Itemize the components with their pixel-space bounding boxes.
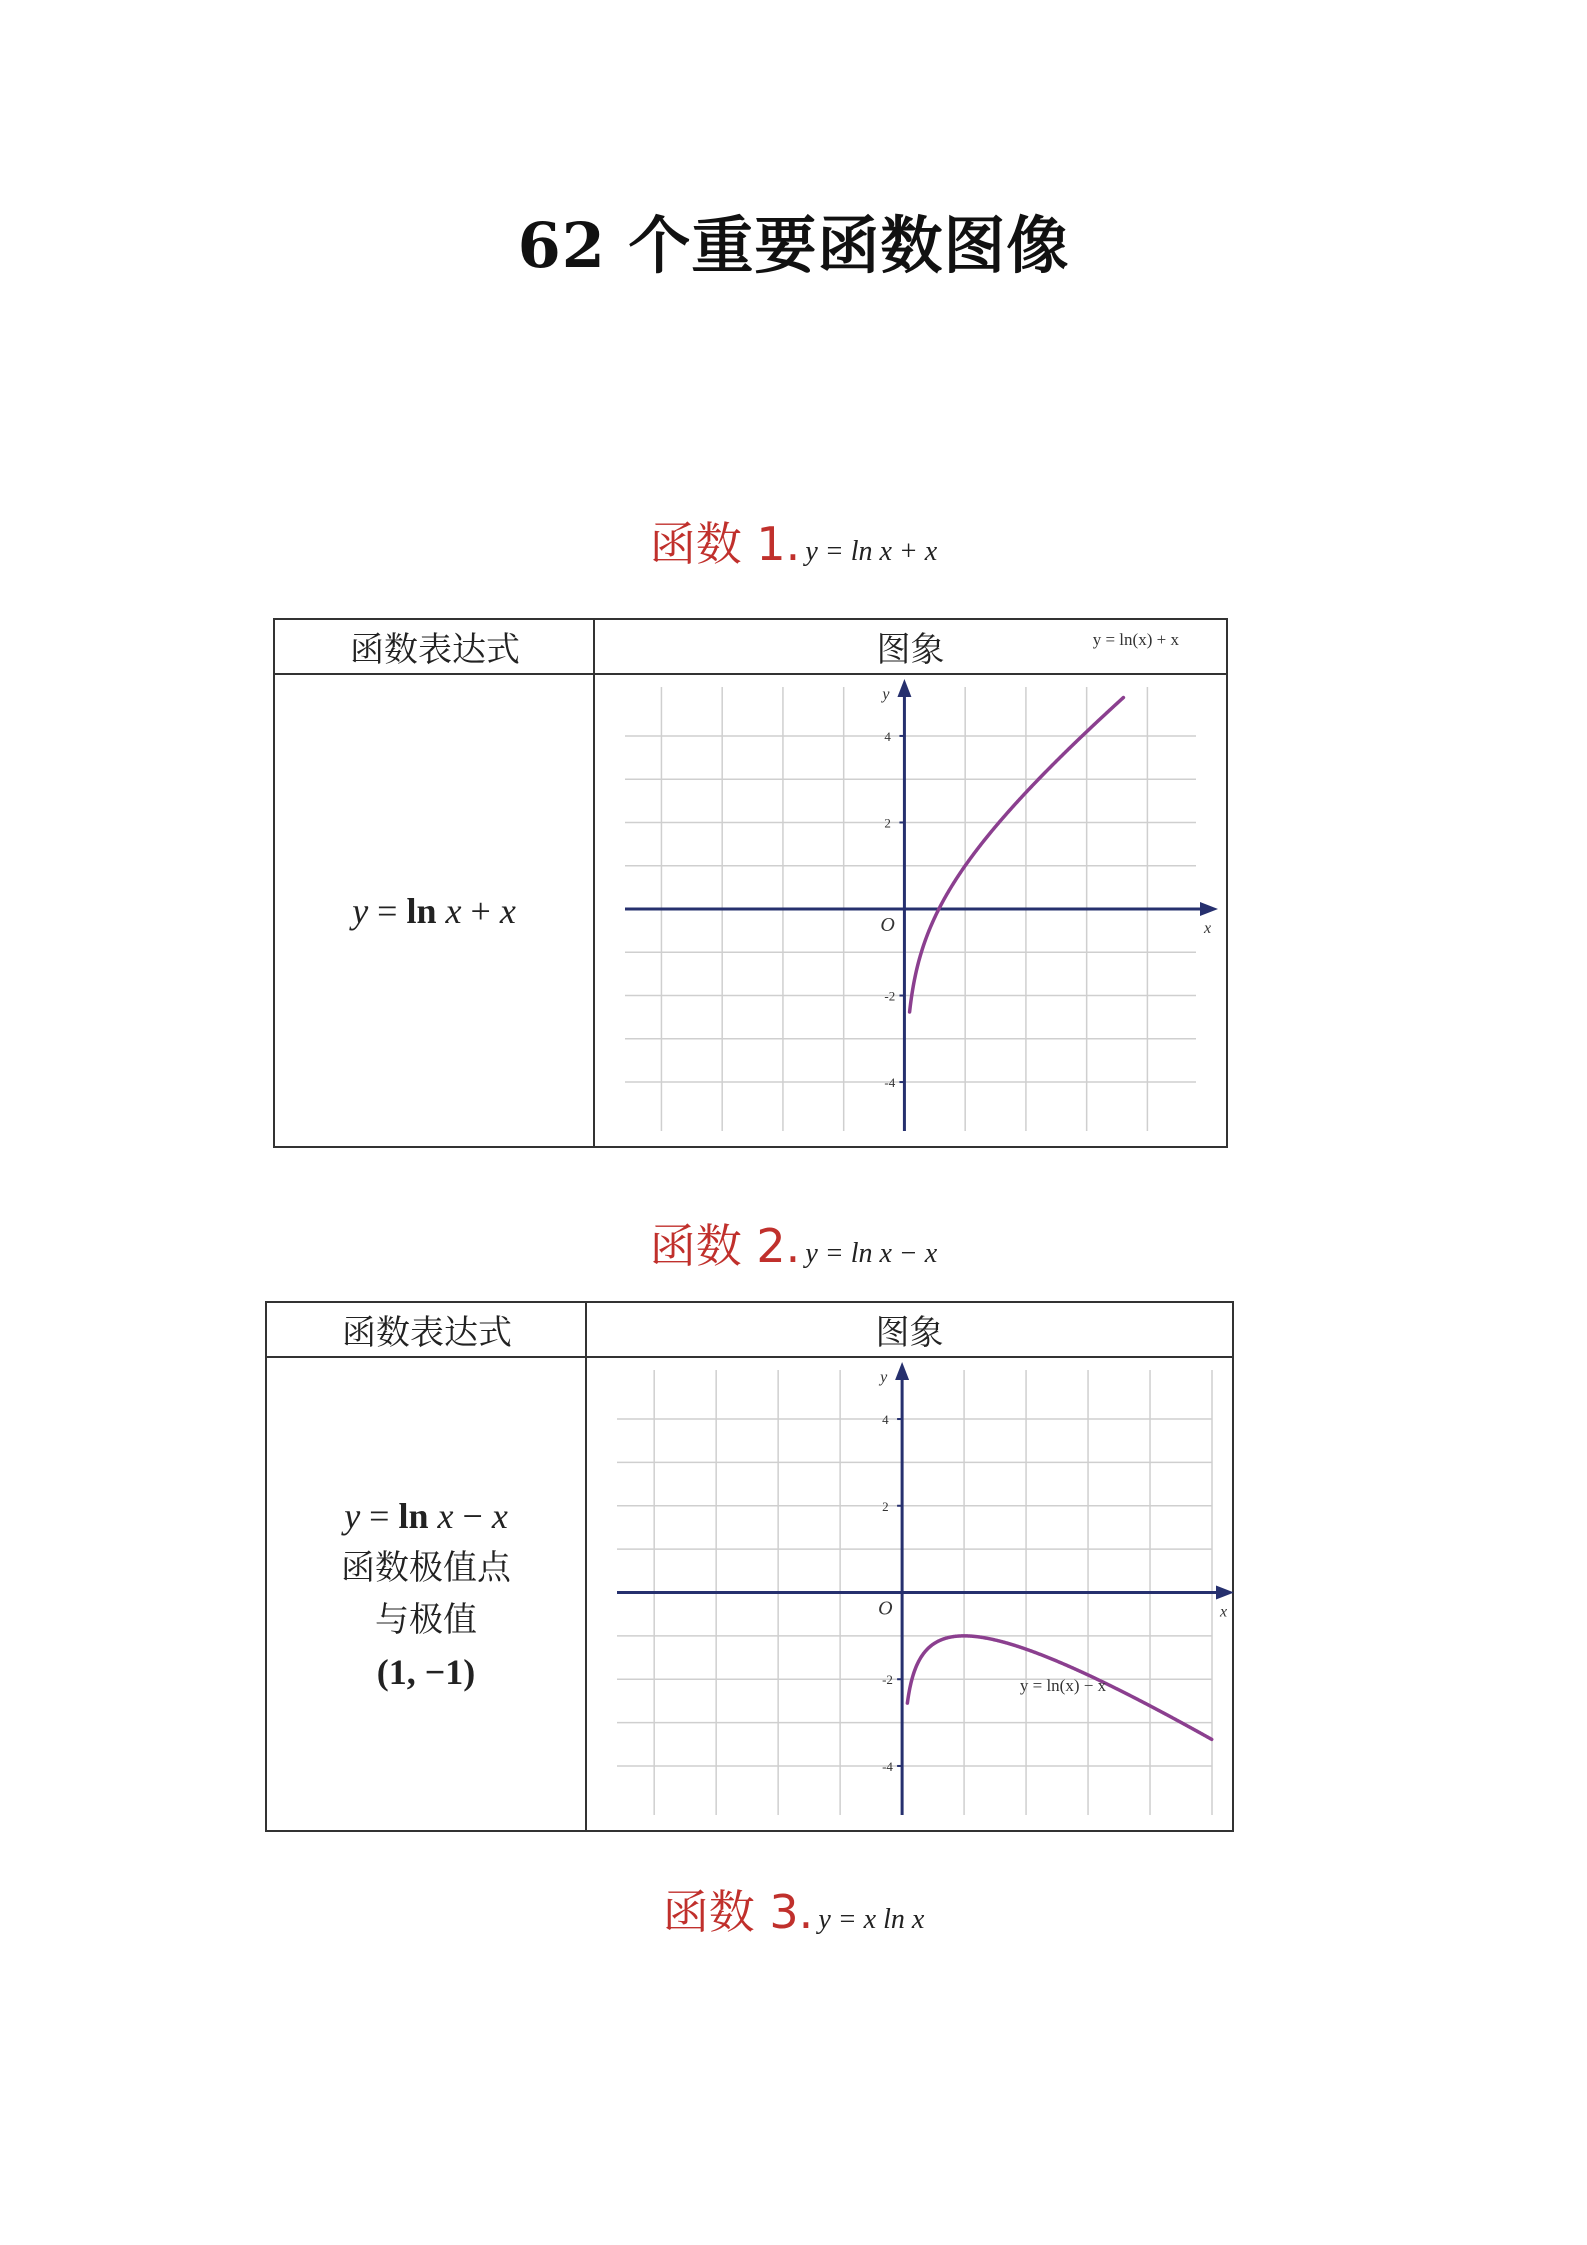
extremum-point: (1, −1) — [376, 1652, 476, 1692]
y-axis-arrow-icon — [895, 1362, 909, 1380]
y-axis-arrow-icon — [897, 679, 911, 697]
y-tick-label: -2 — [882, 1672, 893, 1688]
function-2-formula: y = ln x − x — [805, 1238, 938, 1269]
x-axis-label: x — [1204, 920, 1212, 937]
curve-label: y = ln(x) − x — [1019, 1675, 1107, 1695]
expression-cell — [267, 1358, 585, 1830]
function-1-table — [273, 618, 1228, 1148]
x-axis-arrow-icon — [1216, 1586, 1234, 1600]
extremum-note-line-2: 与极值 — [375, 1600, 477, 1640]
graph-column-header: 图象 — [587, 1303, 1232, 1358]
extremum-note-line-1: 函数极值点 — [341, 1548, 511, 1588]
curve-label: y = ln(x) + x — [1092, 630, 1179, 650]
function-1-label: 函数 1. — [649, 517, 801, 571]
y-tick-label: -4 — [882, 1758, 893, 1774]
graph-column-header: 图象 — [595, 620, 1226, 675]
function-1-expression: y = ln x + x — [352, 890, 516, 931]
y-axis-label: y — [880, 1369, 888, 1386]
x-axis-arrow-icon — [1200, 902, 1218, 916]
x-axis-label: x — [1220, 1603, 1228, 1621]
function-1-formula: y = ln x + x — [805, 536, 938, 567]
y-tick-label: 2 — [884, 815, 891, 831]
origin-label: O — [880, 914, 895, 936]
origin-label: O — [878, 1597, 893, 1620]
function-3-heading — [0, 1876, 1587, 1942]
expr-column-header: 函数表达式 — [275, 620, 595, 675]
function-2-heading — [0, 1210, 1587, 1276]
expression-cell — [275, 675, 593, 1146]
function-2-graph — [587, 1360, 1232, 1830]
y-tick-label: 2 — [882, 1498, 889, 1514]
y-tick-label: -4 — [884, 1075, 896, 1091]
function-1-heading — [0, 508, 1587, 574]
y-tick-label: 4 — [884, 728, 891, 744]
function-3-label: 函数 3. — [662, 1885, 814, 1939]
expr-column-header: 函数表达式 — [267, 1303, 587, 1358]
document-title: 62 个重要函数图像 — [517, 209, 1070, 282]
function-3-formula: y = x ln x — [818, 1904, 925, 1935]
function-curve — [910, 698, 1124, 1012]
function-2-expression: y = ln x − x — [344, 1496, 508, 1536]
y-axis-label: y — [882, 686, 890, 703]
y-tick-label: 4 — [882, 1412, 889, 1428]
function-2-table — [265, 1301, 1234, 1832]
function-2-label: 函数 2. — [649, 1219, 801, 1273]
y-tick-label: -2 — [884, 988, 896, 1004]
